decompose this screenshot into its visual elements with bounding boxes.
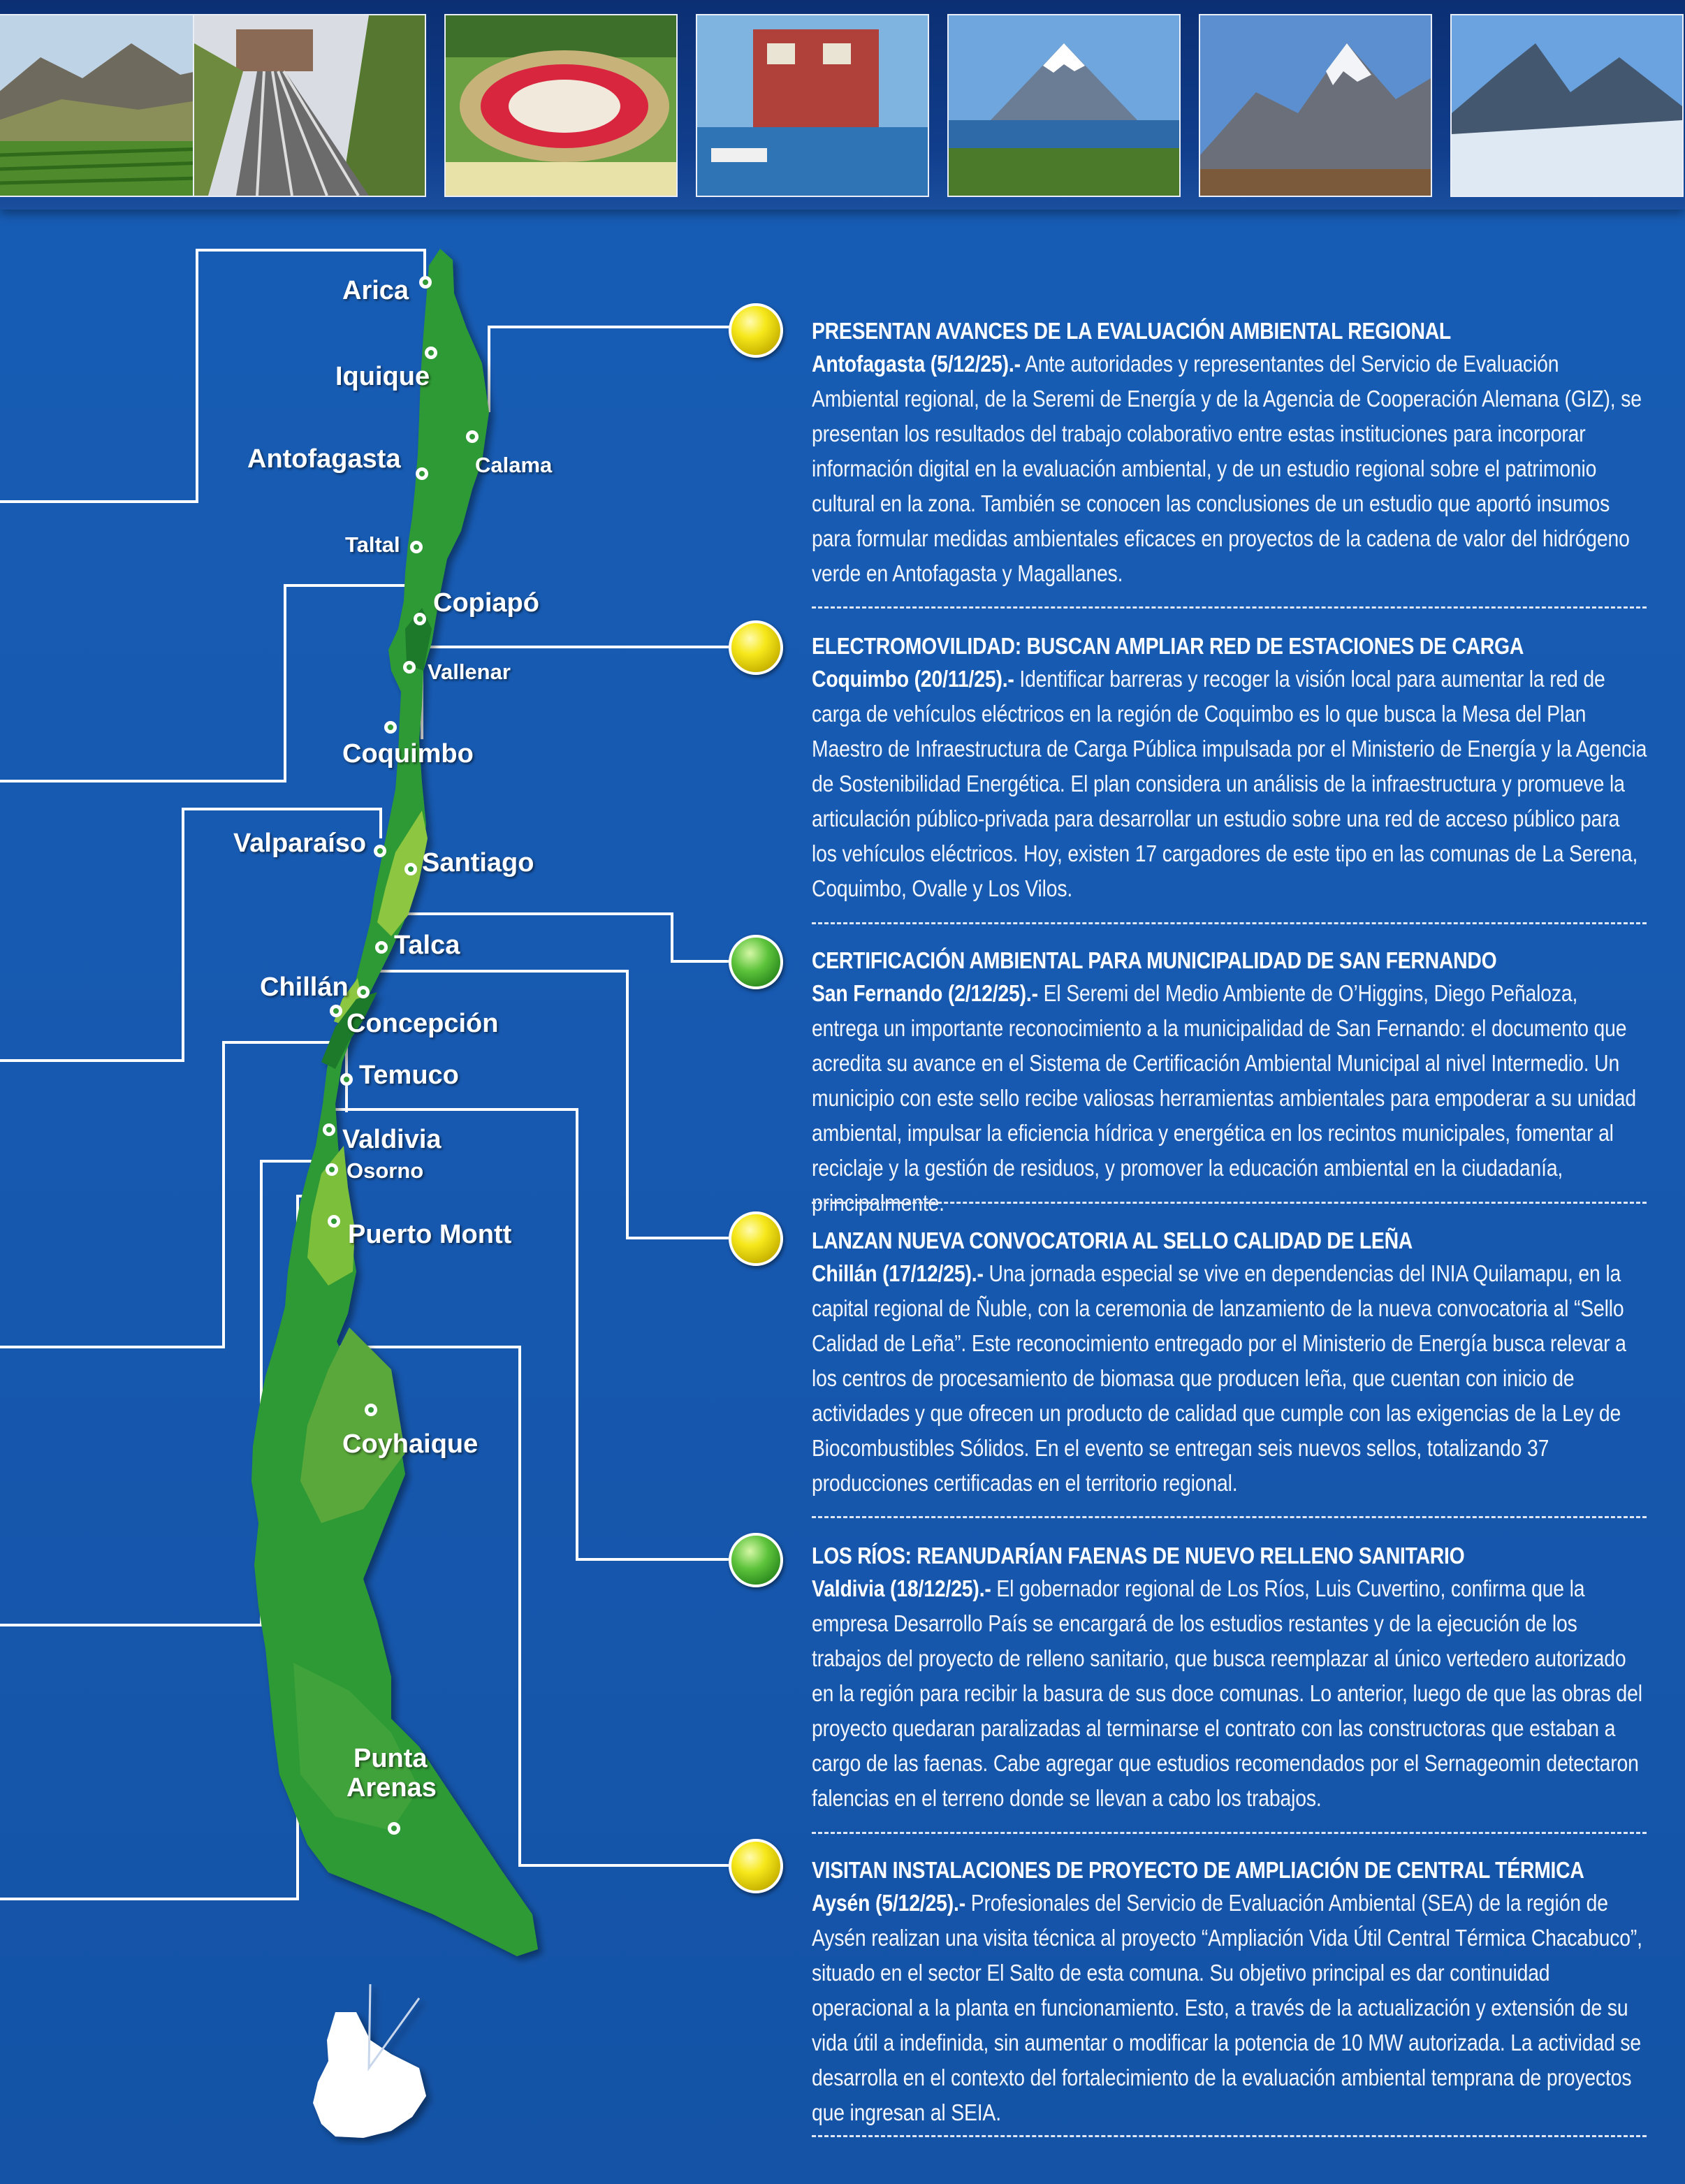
photo-strip — [0, 0, 1685, 210]
news-place-date: Aysén (5/12/25).- — [812, 1890, 966, 1916]
city-label-santiago: Santiago — [422, 848, 534, 878]
news-item-5 — [812, 1541, 1650, 1816]
antarctica — [313, 1984, 426, 2138]
city-label-vallenar: Vallenar — [428, 660, 511, 684]
stilt-houses-photo — [696, 14, 929, 197]
news-body — [812, 662, 1648, 906]
city-label-osorno: Osorno — [347, 1158, 424, 1183]
news-divider — [812, 1832, 1647, 1834]
news-bullet-6 — [729, 1839, 783, 1893]
city-label-calama: Calama — [475, 453, 553, 477]
city-label-valparaiso: Valparaíso — [233, 829, 367, 858]
news-bullet-1 — [729, 303, 783, 358]
news-body — [812, 1886, 1648, 2130]
news-title: LOS RÍOS: REANUDARÍAN FAENAS DE NUEVO RELLENO SANITARIO — [812, 1543, 1465, 1568]
news-divider — [812, 922, 1647, 924]
news-text: Una jornada especial se vive en dependencias del INIA Quilamapu, en la capital regional de Ñuble, con la ceremonia de lanzamiento de la nueva convocatoria al “Sello Calidad de Leña”. Este reconocimiento entregado por el Ministerio de Energía busca relevar a los centros de procesamiento de biomasa que producen leña, que cuentan con inicio de actividades y que ofrecen un producto de calidad que cumple con las exigencias de la Ley de Biocombustibles Sólidos. En el evento se entregan seis nuevos sellos, totalizando 37 producciones certificadas en el territorio regional. — [812, 1260, 1626, 1496]
city-label-puerto-montt: Puerto Montt — [348, 1220, 512, 1249]
city-label-punta-arenas-line2: Arenas — [347, 1773, 437, 1803]
news-place-date: San Fernando (2/12/25).- — [812, 980, 1038, 1006]
news-text: Identificar barreras y recoger la visión local para aumentar la red de carga de vehículos eléctricos en la región de Coquimbo es lo que busca la Mesa del Plan Maestro de Infraestructura de Carga Pública impulsada por el Ministerio de Energía y la Agencia de Sostenibilidad Energética. El plan considera un análisis de la infraestructura y promueve la articulación público-privada para desarrollar un estudio sobre una red de acceso público para los vehículos eléctricos. Hoy, existen 17 cargadores de este tipo en las comunas de La Serena, Coquimbo, Ovalle y Los Vilos. — [812, 666, 1647, 901]
news-divider — [812, 2135, 1647, 2137]
news-place-date: Chillán (17/12/25).- — [812, 1260, 984, 1286]
news-bullet-5 — [729, 1533, 783, 1587]
news-text: El gobernador regional de Los Ríos, Luis Cuvertino, confirma que la empresa Desarrollo País se encargará de los estudios restantes y de la ejecución de los trabajos del proyecto de relleno sanitario, que busca reemplazar al único vertedero autorizado en la región para recibir la basura de sus doce comunas. Lo anterior, luego de que las obras del proyecto quedaran paralizadas al terminarse el contrato con las constructoras que estaban a cargo de las faenas. Cabe agregar que estudios recomendados por el Sernageomin detectaron falencias en el terreno donde se llevan a cabo los trabajos. — [812, 1575, 1642, 1811]
glacier-photo — [1450, 14, 1684, 197]
city-label-concepcion: Concepción — [347, 1009, 499, 1038]
news-title: PRESENTAN AVANCES DE LA EVALUACIÓN AMBIENTAL REGIONAL — [812, 318, 1452, 344]
news-divider — [812, 1516, 1647, 1518]
news-place-date: Valdivia (18/12/25).- — [812, 1575, 991, 1601]
news-item-2 — [812, 631, 1650, 906]
news-item-1 — [812, 316, 1650, 591]
news-title: VISITAN INSTALACIONES DE PROYECTO DE AMPLIACIÓN DE CENTRAL TÉRMICA — [812, 1857, 1584, 1883]
flower-clock-photo — [444, 14, 678, 197]
funicular-railway-photo — [193, 14, 426, 197]
news-title: CERTIFICACIÓN AMBIENTAL PARA MUNICIPALIDAD DE SAN FERNANDO — [812, 947, 1497, 973]
news-place-date: Coquimbo (20/11/25).- — [812, 666, 1014, 692]
news-text: Profesionales del Servicio de Evaluación Ambiental (SEA) de la región de Aysén realizan una visita técnica al proyecto “Ampliación Vida Útil Central Térmica Chacabuco”, situado en el sector El Salto de esta comuna. Su objetivo principal es dar continuidad operacional a la planta en funcionamiento. Esto, a través de la actualización y extensión de su vida útil a indefinida, sin aumentar o modificar la potencia de 10 MW autorizada. La actividad se desarrolla en el contexto del fortalecimiento de la evaluación ambiental temprana de proyectos que ingresan al SEIA. — [812, 1890, 1642, 2125]
news-text: El Seremi del Medio Ambiente de O’Higgins, Diego Peñaloza, entrega un importante reconocimiento a la municipalidad de San Fernando: el documento que acredita su avance en el Sistema de Certificación Ambiental Municipal al nivel Intermedio. Un municipio con este sello recibe valiosas herramientas ambientales para empoderar a su unidad ambiental, impulsar la eficiencia hídrica y energética en los recintos municipales, fomentar al reciclaje y la gestión de residuos, y promover la educación ambiental en la ciudadanía, principalmente. — [812, 980, 1636, 1216]
mountain-peaks-photo — [1199, 14, 1432, 197]
city-label-coquimbo: Coquimbo — [342, 739, 474, 769]
news-bullet-2 — [729, 620, 783, 675]
city-label-temuco: Temuco — [359, 1061, 459, 1090]
news-title: LANZAN NUEVA CONVOCATORIA AL SELLO CALIDAD DE LEÑA — [812, 1228, 1413, 1253]
chile-map — [0, 210, 817, 2184]
news-place-date: Antofagasta (5/12/25).- — [812, 351, 1021, 377]
city-label-arica: Arica — [342, 276, 409, 305]
news-body — [812, 1571, 1648, 1816]
city-label-antofagasta: Antofagasta — [247, 444, 401, 474]
news-bullet-4 — [729, 1211, 783, 1266]
city-label-coyhaique: Coyhaique — [342, 1429, 479, 1459]
news-body — [812, 1256, 1648, 1501]
volcano-lake-photo — [947, 14, 1181, 197]
city-label-copiapo: Copiapó — [433, 588, 539, 618]
city-label-taltal: Taltal — [345, 532, 400, 557]
city-label-talca: Talca — [394, 931, 460, 960]
news-title: ELECTROMOVILIDAD: BUSCAN AMPLIAR RED DE ESTACIONES DE CARGA — [812, 633, 1524, 659]
news-text: Ante autoridades y representantes del Servicio de Evaluación Ambiental regional, de la Seremi de Energía y de la Agencia de Cooperación Alemana (GIZ), se presentan los resultados del trabajo colaborativo entre estas instituciones para incorporar información digital en la evaluación ambiental, y de un estudio regional sobre el patrimonio cultural en la zona. También se conocen las conclusiones de un estudio que aportó insumos para formular medidas ambientales eficaces en proyectos de la cadena de valor del hidrógeno verde en Antofagasta y Magallanes. — [812, 351, 1642, 586]
city-label-valdivia: Valdivia — [342, 1125, 442, 1154]
city-label-punta-arenas-line1: Punta — [353, 1744, 428, 1773]
city-label-iquique: Iquique — [335, 362, 430, 391]
news-divider — [812, 1202, 1647, 1204]
news-item-4 — [812, 1225, 1650, 1501]
news-body — [812, 347, 1648, 591]
chile-silhouette — [251, 249, 538, 1956]
news-item-3 — [812, 945, 1650, 1221]
news-divider — [812, 606, 1647, 609]
city-label-chillan: Chillán — [260, 973, 349, 1002]
news-bullet-3 — [729, 935, 783, 989]
news-item-6 — [812, 1855, 1650, 2130]
news-body — [812, 976, 1648, 1221]
